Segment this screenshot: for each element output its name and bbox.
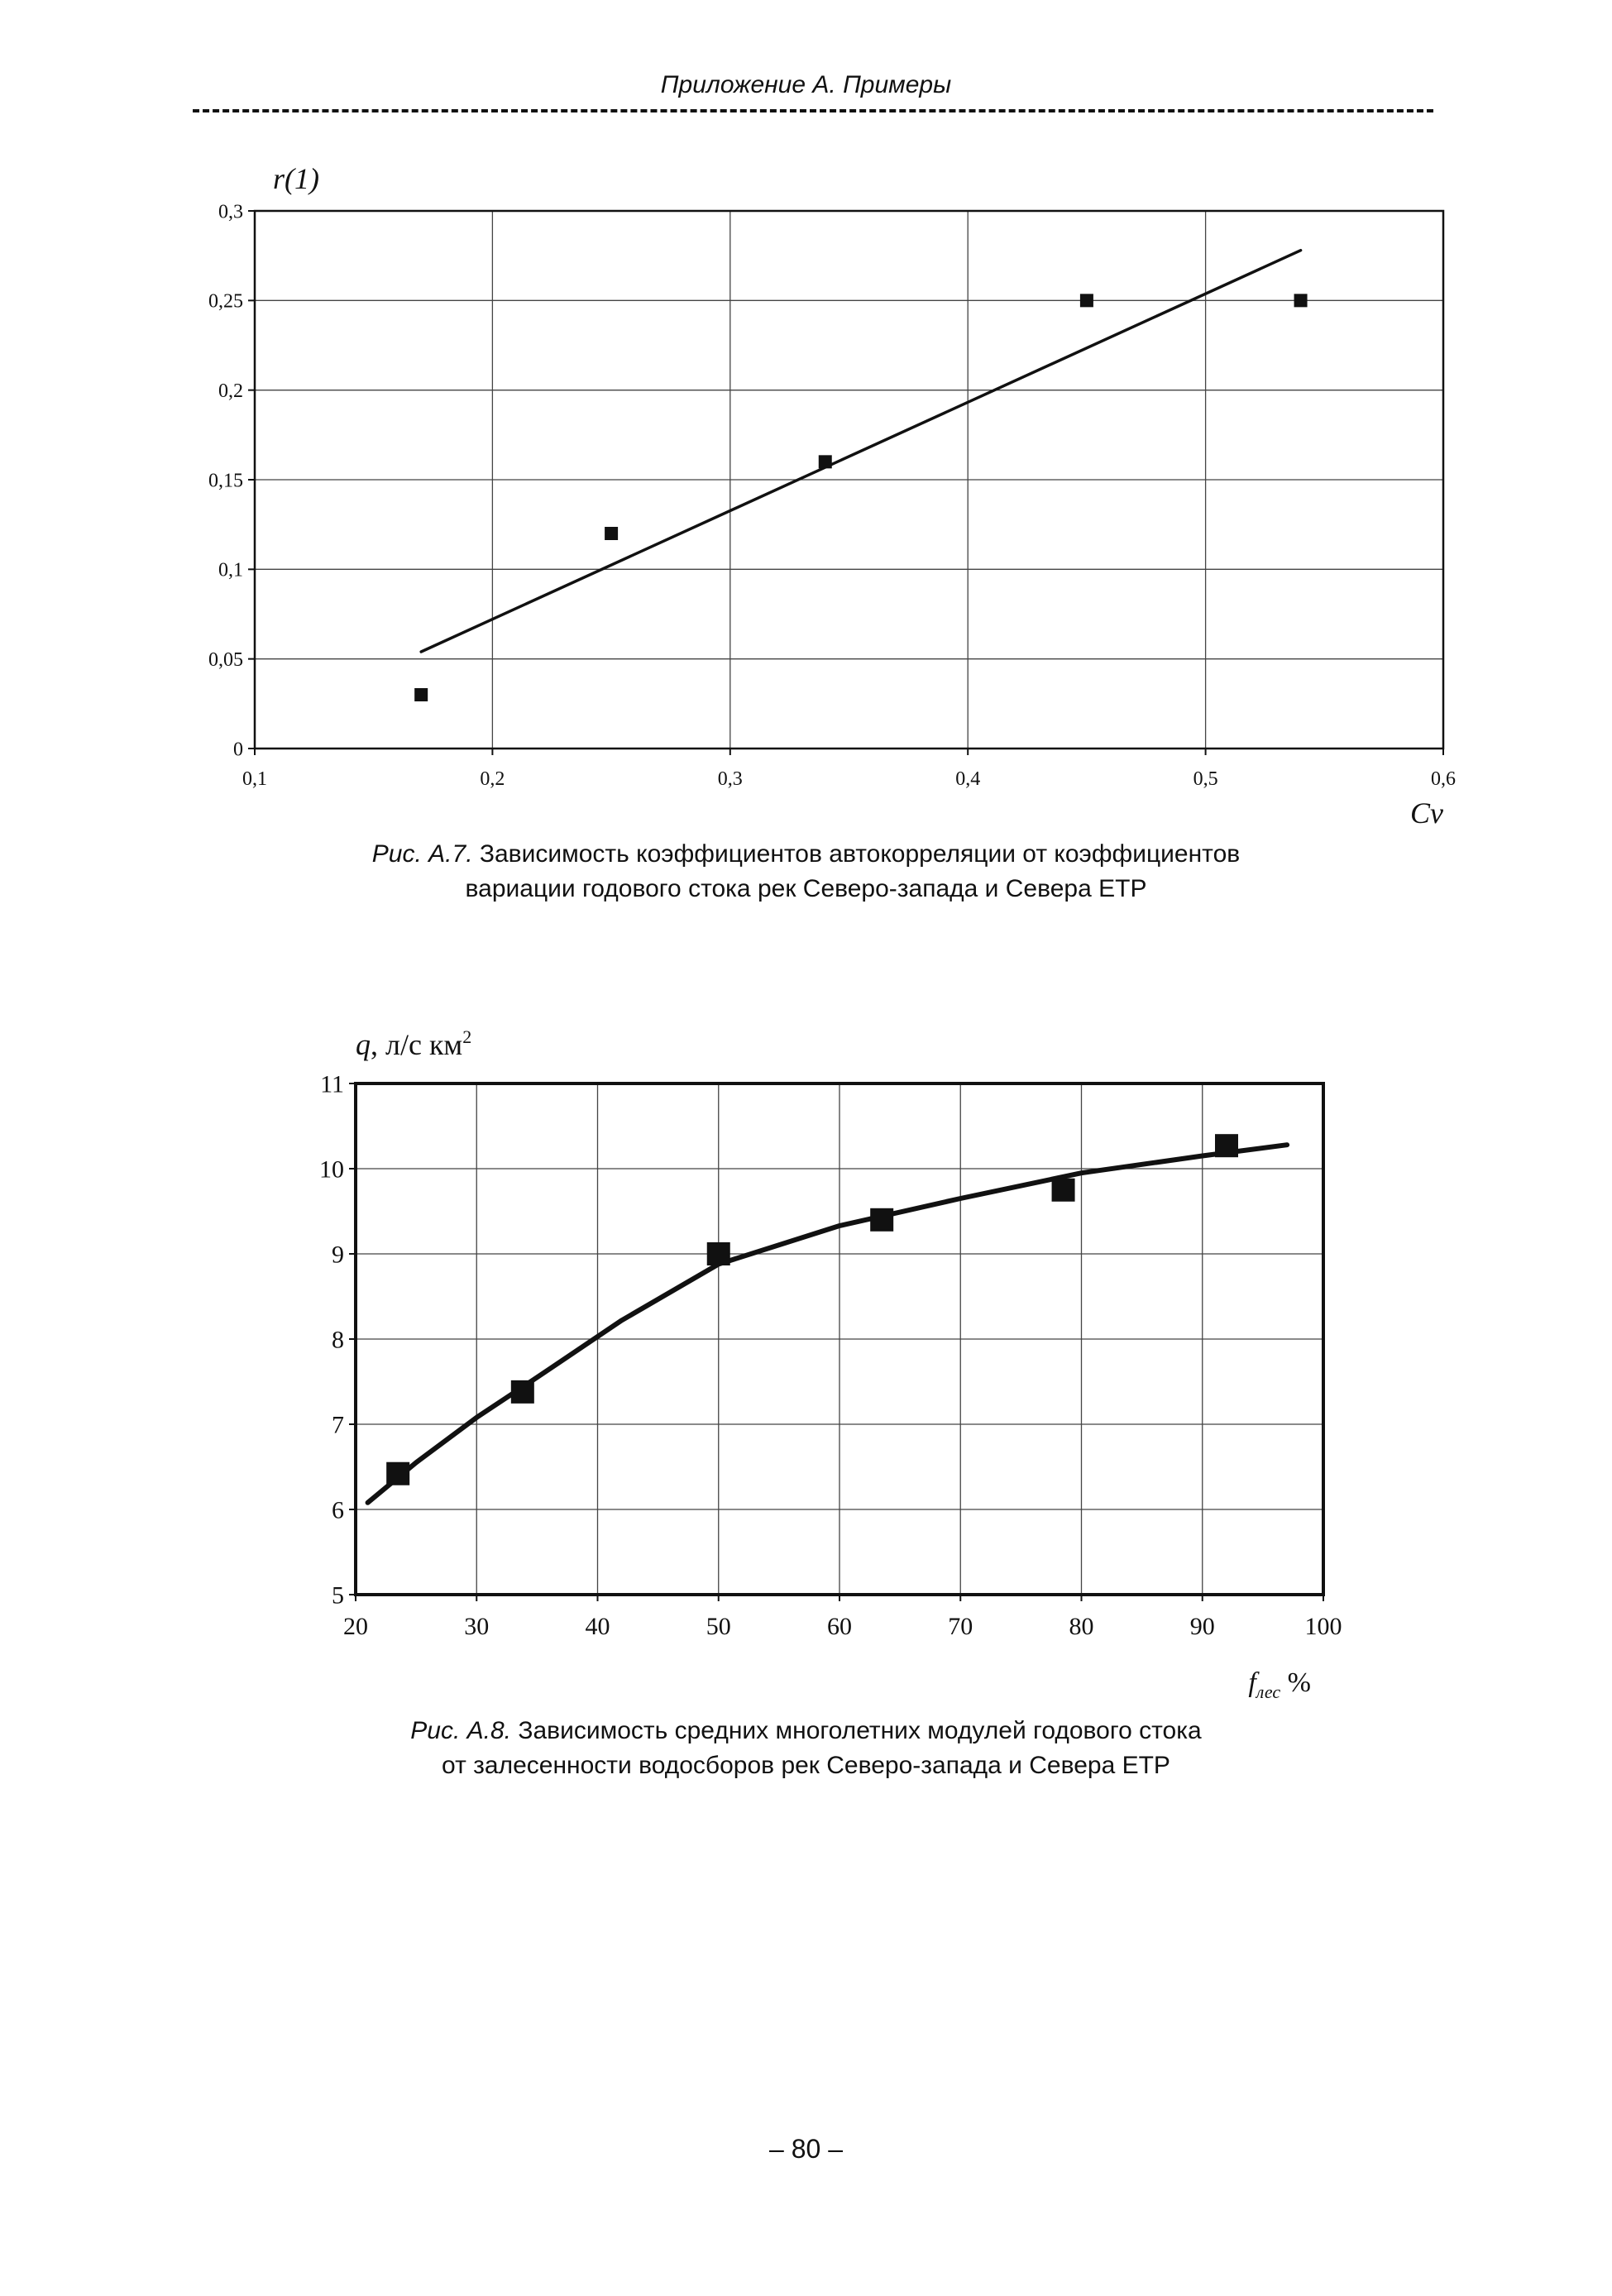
x-tick-label: 80: [1069, 1613, 1094, 1640]
x-tick-label: 0,1: [242, 768, 267, 790]
x-tick-label: 30: [464, 1613, 490, 1640]
figure-8-caption-text: Зависимость средних многолетних модулей годового стока: [511, 1717, 1202, 1744]
figure-8-caption-line-2: от залесенности водосборов рек Северо-запада и Севера ЕТР: [442, 1752, 1170, 1779]
data-point: [1215, 1134, 1238, 1157]
trend-line: [421, 251, 1300, 652]
x-tick-label: 0,3: [717, 768, 743, 790]
x-tick-label: 60: [827, 1613, 852, 1640]
trend-line: [368, 1145, 1288, 1503]
figure-7-caption-text: Зависимость коэффициентов автокорреляции от коэффициентов: [472, 840, 1241, 868]
data-points: [386, 1134, 1238, 1485]
y-tick-labels: [319, 1071, 344, 1610]
y-tick-label: 7: [332, 1411, 344, 1439]
x-tick-label: 0,2: [480, 768, 505, 790]
data-point: [386, 1462, 409, 1485]
y-tick-labels: [208, 201, 243, 760]
y-tick-label: 0,15: [208, 470, 243, 492]
x-tick-label: 40: [585, 1613, 610, 1640]
x-axis-label: $f_{лес}$ %: [1248, 1667, 1311, 1702]
y-tick-label: 0,1: [218, 559, 243, 581]
data-point: [1294, 294, 1308, 307]
y-tick-label: 6: [332, 1496, 344, 1524]
data-point: [414, 688, 428, 701]
figure-7-caption-line-1: [0, 837, 1612, 872]
data-point: [511, 1380, 534, 1404]
x-tick-label: 20: [343, 1613, 368, 1640]
x-tick-label: 0,4: [955, 768, 981, 790]
x-tick-label: 70: [948, 1613, 973, 1640]
x-tick-labels: [242, 768, 1456, 790]
x-tick-label: 90: [1189, 1613, 1215, 1640]
y-tick-label: 8: [332, 1326, 344, 1354]
page-number: – 80 –: [769, 2134, 843, 2164]
y-tick-label: 5: [332, 1581, 344, 1610]
figure-8-caption: [0, 1714, 1612, 1783]
figure-8-caption-line-1: [0, 1714, 1612, 1748]
trend-line-group: [421, 251, 1300, 652]
x-tick-label: 0,5: [1193, 768, 1218, 790]
figure-7-caption-line-2: вариации годового стока рек Северо-запада и Севера ЕТР: [465, 875, 1147, 902]
grid-lines: [248, 211, 1443, 755]
x-tick-label: 0,6: [1431, 768, 1456, 790]
y-tick-label: 9: [332, 1241, 344, 1269]
y-tick-label: 11: [320, 1070, 344, 1098]
x-axis-label: Cv: [1410, 796, 1443, 830]
y-tick-label: 0,05: [208, 649, 243, 672]
x-tick-label: 100: [1304, 1613, 1342, 1640]
data-points: [414, 294, 1307, 701]
data-point: [707, 1242, 730, 1265]
page-header-title: Приложение А. Примеры: [660, 71, 952, 98]
y-axis-label: q, л/с $км^2$: [356, 1026, 472, 1061]
figure-8-caption-lead: Рис. А.8.: [410, 1717, 512, 1744]
y-tick-label: 0,3: [218, 201, 243, 223]
data-point: [870, 1208, 893, 1232]
data-point: [1080, 294, 1093, 307]
y-tick-label: 0: [233, 739, 243, 761]
figure-8-chart: [0, 1001, 1612, 1712]
x-tick-label: 50: [706, 1613, 731, 1640]
x-tick-labels: [343, 1613, 1342, 1640]
header-divider: [193, 109, 1433, 112]
trend-line-group: [368, 1145, 1288, 1503]
y-tick-label: 10: [319, 1155, 344, 1184]
figure-7-caption-lead: Рис. А.7.: [371, 840, 473, 868]
data-point: [819, 455, 832, 468]
figure-7-caption: [0, 837, 1612, 906]
data-point: [1052, 1179, 1075, 1202]
data-point: [605, 527, 618, 540]
figure-7-chart: [0, 157, 1612, 835]
y-tick-label: 0,25: [208, 290, 243, 313]
y-tick-label: 0,2: [218, 380, 243, 403]
y-axis-label: r(1): [273, 162, 319, 195]
